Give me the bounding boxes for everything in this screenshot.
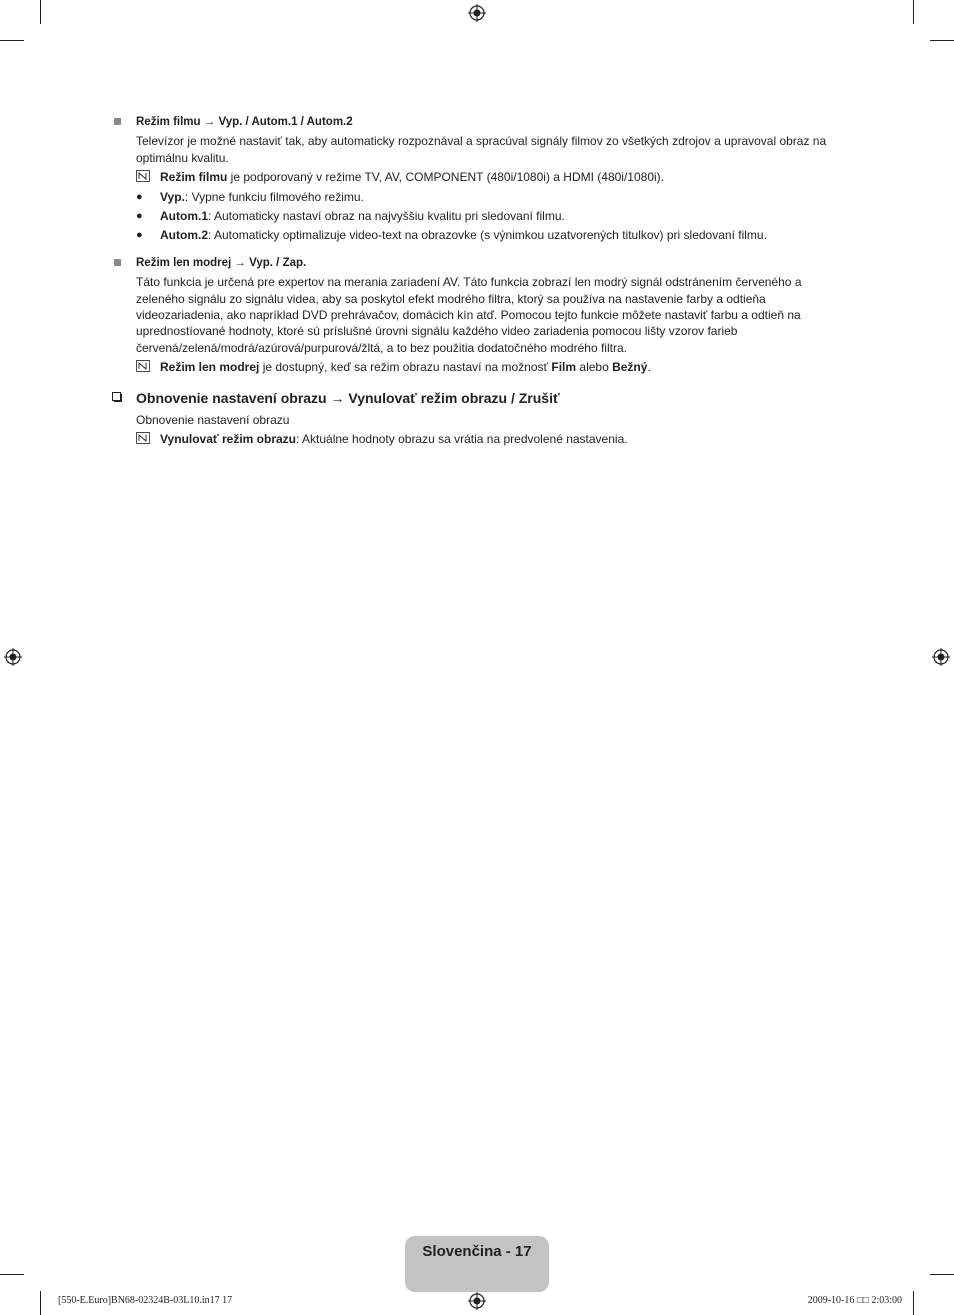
note-icon [136,170,150,182]
crop-mark [0,1274,24,1275]
note-bold-term: Film [551,360,577,375]
print-slug-right: 2009-10-16 □□ 2:03:00 [807,1295,902,1306]
list-item [110,208,850,224]
arrow-icon: → [330,389,345,406]
registration-mark-icon [932,648,950,666]
note-bold-term: Režim len modrej [160,360,260,375]
registration-mark-icon [4,648,22,666]
registration-mark-icon [468,1292,486,1310]
option-text: : Automaticky optimalizuje video-text na obrazovke (s výnimkou uzatvorených titulkov) pri sledovaní filmu. [208,228,767,243]
note-text: alebo [576,360,613,375]
page-number-label: Slovenčina - 17 [422,1243,532,1260]
checkbox-bullet-icon [112,392,122,402]
film-mode-heading [110,114,850,130]
crop-mark [40,0,41,24]
blue-only-note [110,359,850,375]
blue-only-heading [110,255,850,271]
film-mode-note [110,169,850,185]
manual-content [110,114,850,451]
arrow-icon: → [203,116,216,128]
page-number-tab [405,1236,549,1292]
crop-mark [913,1291,914,1315]
option-term: Vyp. [160,189,185,204]
reset-note [110,431,850,447]
registration-mark-icon [468,4,486,22]
reset-section-heading [110,389,850,407]
bullet-icon: ● [136,229,143,242]
note-text: . [647,360,651,375]
crop-mark [913,0,914,24]
note-bold-term: Režim filmu [160,170,228,185]
bullet-icon: ● [136,210,143,223]
option-term: Autom.1 [160,209,208,224]
note-bold-term: Bežný [612,360,648,375]
crop-mark [930,40,954,41]
list-item [110,189,850,205]
option-text: : Vypne funkciu filmového režimu. [184,189,364,204]
square-bullet-icon [114,118,121,125]
blue-only-options: Vyp. / Zap. [249,256,307,269]
blue-only-description: Táto funkcia je určená pre expertov na merania zariadení AV. Táto funkcia zobrazí len modrý signál odstránením červeného a zeleného signálu zo signálu videa, aby sa poskytol efekt modrého filtra, ktorý sa používa na nastavenie farby a odtieňa videozariadenia, ako napríklad DVD prehrávačov, domácich kín atď. Pomocou tejto funkcie môžete nastaviť farbu a odtieň na uprednostíované hodnoty, ktoré sú príslušné úrovni signálu každého video zariadenia pomocou lišty vzorov farieb červená/zelená/modrá/azúrová/purpurová/žltá, a to bez použitia dodatočného modrého filtra. [136,275,802,355]
print-slug-left: [550-E.Euro]BN68-02324B-03L10.in17 17 [58,1295,233,1306]
film-mode-description: Televízor je možné nastaviť tak, aby automaticky rozpoznával a spracúval signály filmov zo všetkých zdrojov a upravoval obraz na optimálnu kvalitu. [136,134,827,165]
reset-description: Obnovenie nastavení obrazu [136,412,290,427]
bullet-icon: ● [136,190,143,203]
note-icon [136,360,150,372]
crop-mark [0,40,24,41]
square-bullet-icon [114,259,121,266]
option-text: : Automaticky nastaví obraz na najvyššiu kvalitu pri sledovaní filmu. [208,209,565,224]
note-text: je podporovaný v režime TV, AV, COMPONENT (480i/1080i) a HDMI (480i/1080i). [227,170,664,185]
note-icon [136,432,150,444]
list-item [110,227,850,243]
note-text: je dostupný, keď sa režim obrazu nastaví na možnosť [259,360,552,375]
arrow-icon: → [234,256,246,269]
crop-mark [40,1291,41,1315]
crop-mark [930,1274,954,1275]
film-mode-options: Vyp. / Autom.1 / Autom.2 [218,116,353,128]
option-term: Autom.2 [160,228,208,243]
film-mode-label: Režim filmu [136,116,201,128]
blue-only-label: Režim len modrej [136,256,232,269]
note-text: : Aktuálne hodnoty obrazu sa vrátia na predvolené nastavenia. [296,432,628,447]
note-bold-term: Vynulovať režim obrazu [160,432,297,447]
reset-label: Obnovenie nastavení obrazu [136,389,327,406]
reset-options: Vynulovať režim obrazu / Zrušiť [348,389,560,406]
